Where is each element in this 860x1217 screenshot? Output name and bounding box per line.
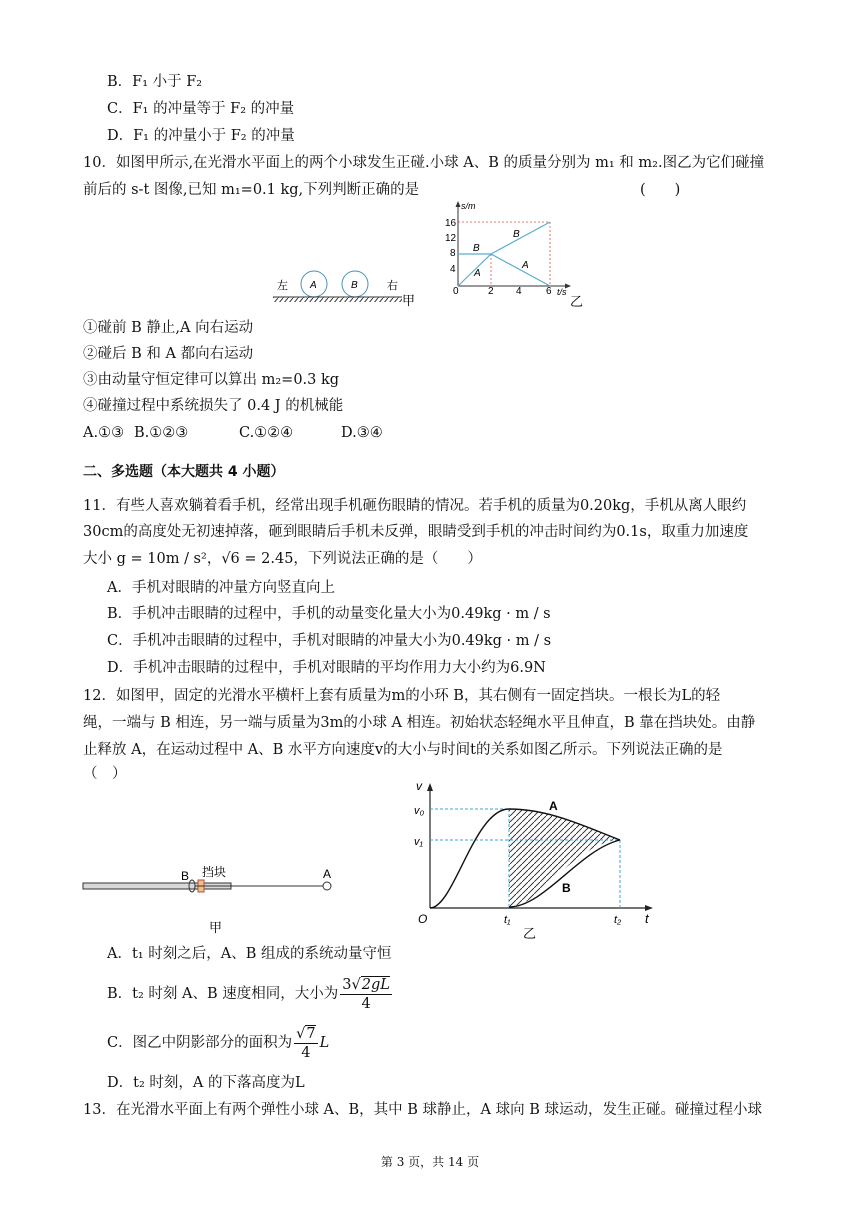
q10-stem-line1: 10．如图甲所示,在光滑水平面上的两个小球发生正碰.小球 A、B 的质量分别为 m₁ 和 m₂.图乙为它们碰撞 — [83, 155, 765, 171]
q9-option-b: B．F₁ 小于 F₂ — [107, 74, 203, 90]
q12-option-c — [107, 1023, 329, 1063]
radicand: 2gL — [361, 976, 390, 993]
q9-option-c: C．F₁ 的冲量等于 F₂ 的冲量 — [107, 101, 295, 117]
q12-stem-line1: 12．如图甲，固定的光滑水平横杆上套有质量为m的小环 B，其右侧有一固定挡块。一根长为L的轻 — [83, 688, 721, 704]
label-left: 左 — [277, 280, 288, 292]
y-tick-16: 16 — [445, 218, 457, 229]
t2-label: t₂ — [614, 914, 622, 926]
q12-stem-line3: 止释放 A，在运动过程中 A、B 水平方向速度v的大小与时间t的关系如图乙所示。下列说法正确的是 — [83, 742, 723, 758]
v0-label: v₀ — [414, 805, 425, 817]
curve-a-label: A — [549, 799, 558, 813]
denominator: 4 — [361, 995, 371, 1012]
q10-item-2: ②碰后 B 和 A 都向右运动 — [83, 346, 254, 362]
q9-option-d: D．F₁ 的冲量小于 F₂ 的冲量 — [107, 128, 295, 144]
q10-choice-a: A.①③ — [83, 425, 125, 441]
q12-answer-bracket: （ ） — [83, 766, 127, 782]
coefficient: 3 — [342, 976, 352, 993]
origin-label: O — [418, 912, 428, 926]
label-ball-a: A — [310, 280, 317, 291]
q11-option-b: B．手机冲击眼睛的过程中，手机的动量变化量大小为0.49kg · m / s — [107, 606, 551, 622]
page-footer: 第 3 页，共 14 页 — [380, 1155, 480, 1169]
q10-item-4: ④碰撞过程中系统损失了 0.4 J 的机械能 — [83, 398, 344, 414]
x-tick-6: 6 — [546, 286, 552, 297]
q11-option-a: A．手机对眼睛的冲量方向竖直向上 — [107, 580, 335, 596]
q10-item-1: ①碰前 B 静止,A 向右运动 — [83, 320, 254, 336]
caption-yi: 乙 — [570, 294, 584, 309]
ball-a — [323, 882, 331, 890]
label-right: 右 — [387, 280, 398, 292]
x-axis-label: t/s — [557, 287, 567, 297]
label-b-before: B — [473, 243, 480, 254]
q12-option-b-text: B．t₂ 时刻 A、B 速度相同，大小为 — [107, 986, 339, 1002]
q11-stem-line3: 大小 g = 10m / s²，√6 = 2.45，下列说法正确的是（ ） — [83, 551, 482, 567]
label-ball-b: B — [351, 280, 358, 291]
label-a: A — [323, 867, 332, 881]
line-a-after — [491, 254, 550, 286]
q13-stem-line1: 13．在光滑水平面上有两个弹性小球 A、B，其中 B 球静止，A 球向 B 球运动，发生正碰。碰撞过程小球 — [83, 1102, 763, 1118]
caption-jia: 甲 — [209, 920, 223, 935]
line-b-after — [491, 222, 550, 254]
caption-jia: 甲 — [402, 293, 416, 308]
caption-yi: 乙 — [523, 926, 537, 940]
radicand: 7 — [306, 1025, 316, 1042]
v1-label: v₁ — [414, 836, 423, 848]
label-b: B — [181, 869, 190, 883]
q10-answer-bracket: ( ) — [640, 182, 681, 198]
y-tick-8: 8 — [450, 248, 456, 259]
q11-option-c: C．手机冲击眼睛的过程中，手机对眼睛的冲量大小为0.49kg · m / s — [107, 633, 552, 649]
ground-hatch — [273, 297, 402, 302]
curve-b-label: B — [562, 881, 571, 895]
x-tick-2: 2 — [488, 286, 494, 297]
q10-figure-yi — [440, 198, 590, 310]
label-b-after: B — [513, 229, 520, 240]
q10-choice-c: C.①②④ — [239, 425, 294, 441]
q12-figure-yi — [384, 780, 664, 940]
q12-option-b — [107, 974, 394, 1014]
label-block: 挡块 — [202, 865, 227, 879]
q12-option-c-unit: L — [319, 1035, 330, 1051]
q12-figure-jia — [80, 858, 340, 940]
q10-figure-jia — [268, 262, 428, 310]
section-title-multiple-choice: 二、多选题（本大题共 4 小题） — [83, 464, 285, 480]
q11-stem-line2: 30cm的高度处无初速掉落，砸到眼睛后手机未反弹，眼睛受到手机的冲击时间约为0.1s，取重力加速度 — [83, 524, 749, 540]
x-tick-0: 0 — [453, 286, 459, 297]
label-a-before: A — [474, 268, 481, 279]
q12-option-c-fraction: $\frac{√7}{4}$ — [296, 1025, 316, 1061]
q11-stem-line1: 11．有些人喜欢躺着看手机，经常出现手机砸伤眼睛的情况。若手机的质量为0.20kg，手机从离人眼约 — [83, 498, 747, 514]
q12-option-c-text: C．图乙中阴影部分的面积为 — [107, 1035, 293, 1051]
t1-label: t₁ — [504, 914, 511, 926]
q12-option-d: D．t₂ 时刻，A 的下落高度为L — [107, 1075, 305, 1091]
q12-option-a: A．t₁ 时刻之后，A、B 组成的系统动量守恒 — [107, 946, 392, 962]
v-axis-label: v — [416, 780, 422, 793]
q10-choice-d: D.③④ — [341, 425, 383, 441]
y-tick-4: 4 — [450, 264, 456, 275]
q10-item-3: ③由动量守恒定律可以算出 m₂=0.3 kg — [83, 372, 340, 388]
q10-stem-line2: 前后的 s-t 图像,已知 m₁=0.1 kg,下列判断正确的是 — [83, 182, 420, 198]
q12-stem-line2: 绳，一端与 B 相连，另一端与质量为3m的小球 A 相连。初始状态轻绳水平且伸直，B 靠在挡块处。由静 — [83, 715, 756, 731]
denominator: 4 — [301, 1044, 311, 1061]
q10-choice-b: B.①②③ — [134, 425, 189, 441]
y-axis-label: s/m — [461, 201, 476, 211]
q12-option-b-fraction: $\frac{3√2gL}{4}$ — [342, 976, 390, 1012]
q11-option-d: D．手机冲击眼睛的过程中，手机对眼睛的平均作用力大小约为6.9N — [107, 660, 546, 676]
y-tick-12: 12 — [445, 233, 457, 244]
x-tick-4: 4 — [516, 286, 522, 297]
t-axis-label: t — [645, 911, 649, 926]
label-a-after: A — [522, 260, 529, 271]
